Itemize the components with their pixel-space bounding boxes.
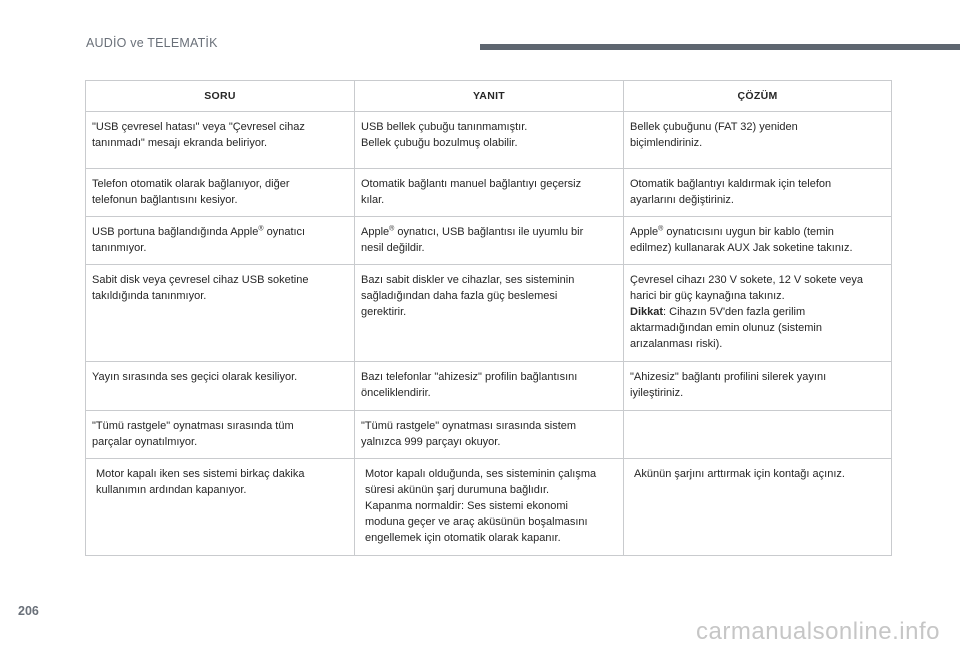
solution-cell xyxy=(624,112,892,169)
text-line xyxy=(630,224,885,240)
table-header-row xyxy=(86,81,892,112)
text-line: takıldığında tanınmıyor. xyxy=(92,290,207,302)
text-line: Motor kapalı iken ses sistemi birkaç dakika xyxy=(96,468,305,480)
text-part: : Cihazın 5V'den fazla gerilim xyxy=(663,306,806,318)
text-line: Yayın sırasında ses geçici olarak kesiliyor. xyxy=(92,371,298,383)
text-line: "USB çevresel hatası" veya "Çevresel cihaz xyxy=(92,121,305,133)
text-line: Motor kapalı olduğunda, ses sisteminin çalışma xyxy=(365,468,597,480)
header-bar xyxy=(480,44,960,50)
answer-cell xyxy=(355,169,624,217)
text-line: ayarlarını değiştiriniz. xyxy=(630,194,734,206)
text-line: Akünün şarjını arttırmak için kontağı açınız. xyxy=(634,468,845,480)
text-part: oynatıcı xyxy=(263,226,306,238)
text-line: yalnızca 999 parçayı okuyor. xyxy=(361,436,501,448)
answer-cell xyxy=(355,265,624,362)
table-row xyxy=(86,459,892,556)
table-row xyxy=(86,411,892,459)
question-cell xyxy=(86,362,355,411)
table-row xyxy=(86,217,892,265)
text-line: gerektirir. xyxy=(361,306,407,318)
watermark: carmanualsonline.info xyxy=(696,618,940,645)
answer-cell xyxy=(355,459,624,556)
caution-label: Dikkat xyxy=(630,306,664,318)
solution-cell xyxy=(624,265,892,362)
text-line: arızalanması riski). xyxy=(630,338,723,350)
text-line: tanınmıyor. xyxy=(92,242,147,254)
text-line: engellemek için otomatik olarak kapanır. xyxy=(365,532,561,544)
solution-cell xyxy=(624,169,892,217)
text-part: Apple xyxy=(630,226,659,238)
text-part: USB portuna bağlandığında Apple xyxy=(92,226,259,238)
text-line: Bellek çubuğunu (FAT 32) yeniden xyxy=(630,121,798,133)
text-line: harici bir güç kaynağına takınız. xyxy=(630,290,785,302)
registered-mark: ® xyxy=(258,225,264,233)
solution-cell xyxy=(624,362,892,411)
text-line: edilmez) kullanarak AUX Jak soketine takınız. xyxy=(630,242,853,254)
text-line: tanınmadı" mesajı ekranda beliriyor. xyxy=(92,137,268,149)
text-line: süresi akünün şarj durumuna bağlıdır. xyxy=(365,484,550,496)
question-cell xyxy=(86,265,355,362)
text-part: oynatıcı, USB bağlantısı ile uyumlu bir xyxy=(394,226,584,238)
text-line: Çevresel cihazı 230 V sokete, 12 V sokete veya xyxy=(630,274,863,286)
text-line: moduna geçer ve araç aküsünün boşalmasını xyxy=(365,516,588,528)
solution-cell xyxy=(624,217,892,265)
text-line: kullanımın ardından kapanıyor. xyxy=(96,484,247,496)
registered-mark: ® xyxy=(658,225,664,233)
text-line: "Tümü rastgele" oynatması sırasında tüm xyxy=(92,420,294,432)
text-line xyxy=(630,304,885,320)
text-line: iyileştiriniz. xyxy=(630,387,684,399)
question-cell xyxy=(86,169,355,217)
text-line xyxy=(92,224,348,240)
text-line: Otomatik bağlantı manuel bağlantıyı geçersiz xyxy=(361,178,582,190)
text-line: Otomatik bağlantıyı kaldırmak için telefon xyxy=(630,178,832,190)
text-line: Bellek çubuğu bozulmuş olabilir. xyxy=(361,137,518,149)
text-line: USB bellek çubuğu tanınmamıştır. xyxy=(361,121,528,133)
text-line: sağladığından daha fazla güç beslemesi xyxy=(361,290,558,302)
column-header-answer: YANIT xyxy=(355,81,624,112)
text-line: Kapanma normaldir: Ses sistemi ekonomi xyxy=(365,500,568,512)
answer-cell xyxy=(355,362,624,411)
table-row xyxy=(86,265,892,362)
answer-cell xyxy=(355,411,624,459)
answer-cell xyxy=(355,112,624,169)
text-part: Apple xyxy=(361,226,390,238)
answer-cell xyxy=(355,217,624,265)
question-cell xyxy=(86,459,355,556)
table-row xyxy=(86,362,892,411)
text-line: Bazı sabit diskler ve cihazlar, ses sisteminin xyxy=(361,274,575,286)
text-line: "Tümü rastgele" oynatması sırasında sistem xyxy=(361,420,577,432)
text-line: kılar. xyxy=(361,194,385,206)
text-line: Bazı telefonlar "ahizesiz" profilin bağlantısını xyxy=(361,371,578,383)
column-header-question: SORU xyxy=(86,81,355,112)
text-part: oynatıcısını uygun bir kablo (temin xyxy=(663,226,834,238)
text-line: "Ahizesiz" bağlantı profilini silerek yayını xyxy=(630,371,827,383)
registered-mark: ® xyxy=(389,225,395,233)
text-line: aktarmadığından emin olunuz (sistemin xyxy=(630,322,822,334)
section-title: AUDİO ve TELEMATİK xyxy=(86,36,218,50)
text-line: önceliklendirir. xyxy=(361,387,431,399)
question-cell xyxy=(86,217,355,265)
text-line: telefonun bağlantısını kesiyor. xyxy=(92,194,238,206)
table-row xyxy=(86,112,892,169)
table-row xyxy=(86,169,892,217)
troubleshooting-table xyxy=(85,80,892,556)
text-line xyxy=(361,224,617,240)
solution-cell-empty xyxy=(624,411,892,459)
column-header-solution: ÇÖZÜM xyxy=(624,81,892,112)
text-line: nesil değildir. xyxy=(361,242,425,254)
text-line: Sabit disk veya çevresel cihaz USB soketine xyxy=(92,274,309,286)
question-cell xyxy=(86,411,355,459)
page-number: 206 xyxy=(18,604,39,618)
text-line: parçalar oynatılmıyor. xyxy=(92,436,198,448)
text-line: biçimlendiriniz. xyxy=(630,137,703,149)
question-cell xyxy=(86,112,355,169)
solution-cell xyxy=(624,459,892,556)
text-line: Telefon otomatik olarak bağlanıyor, diğer xyxy=(92,178,290,190)
